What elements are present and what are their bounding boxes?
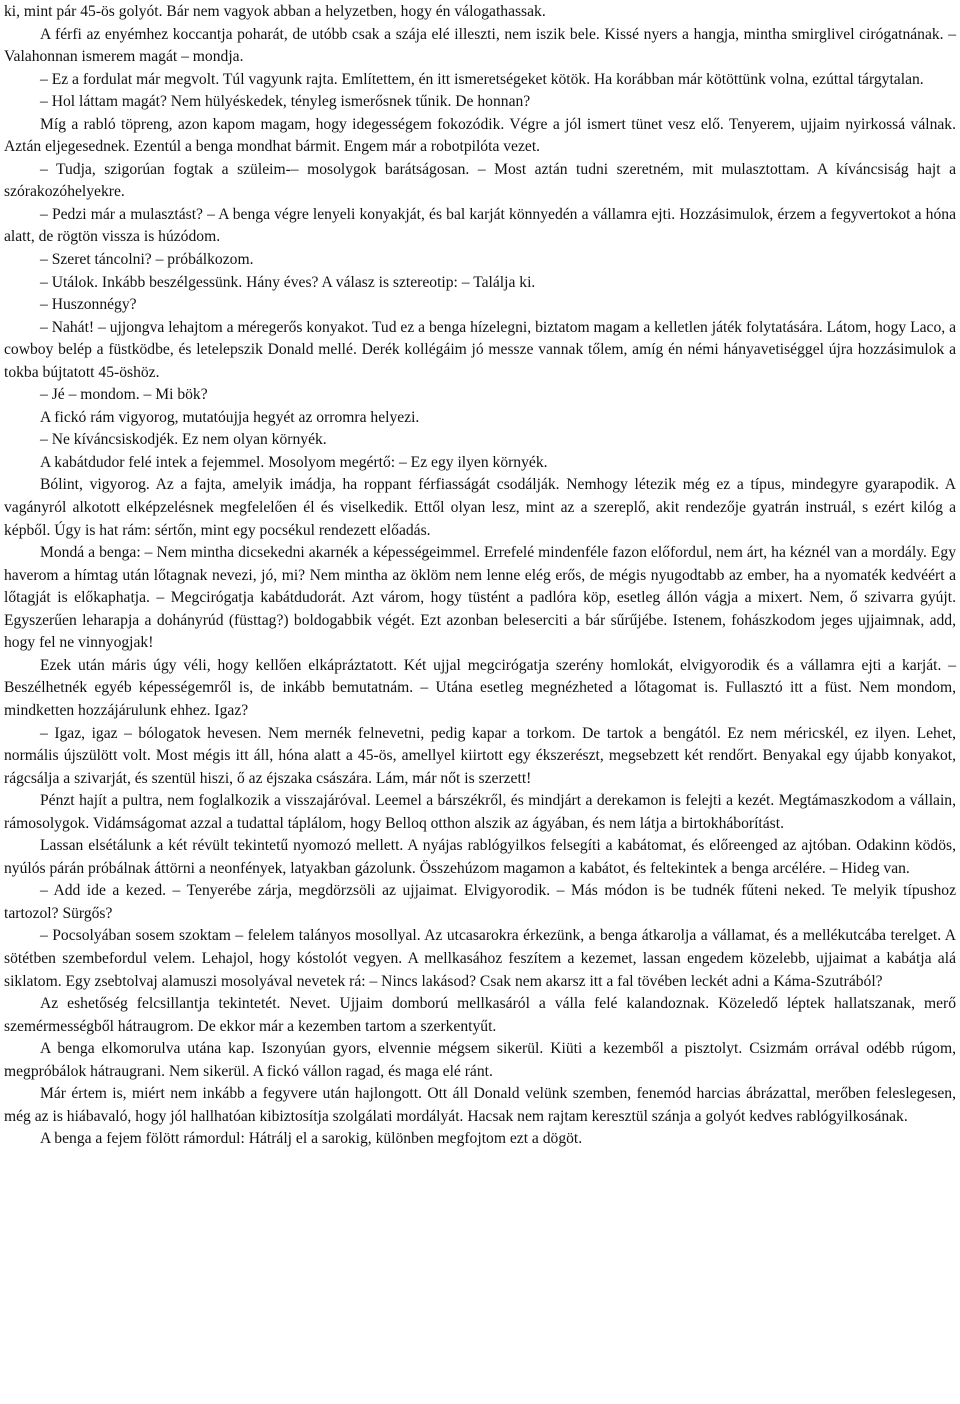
paragraph: Pénzt hajít a pultra, nem foglalkozik a visszajáróval. Leemel a bárszékről, és mindjárt a derekamon is felejti a kezét. Megtámaszkodom a vállain, rámosolygok. Vidámságomat azzal a tudattal táplálom, hogy Belloq otthon alszik az ágyában, és nem látja a birtokháborítást. [4, 792, 956, 832]
paragraph: – Nahát! – ujjongva lehajtom a méregerős konyakot. Tud ez a benga hízelegni, biztatom magam a kelletlen játék folytatására. Látom, hogy Laco, a cowboy belép a füstködbe, és letelepszik Donald mellé. Derék kollégáim jó messze vannak tőlem, amíg én némi hányavetiséggel újra hozzásimulok a tokba bújtatott 45-öshöz. [4, 318, 956, 381]
paragraph: A férfi az enyémhez koccantja poharát, de utóbb csak a szája elé illeszti, nem iszik bele. Kissé nyers a hangja, mintha smirglivel cirógatnának. – Valahonnan ismerem magát – mondja. [4, 25, 956, 66]
paragraph: – Pocsolyában sosem szoktam – felelem talányos mosollyal. Az utcasarokra érkezünk, a benga átkarolja a vállamat, és a mellékutcába terelget. A sötétben szembefordul velem. Lehajol, hogy kóstolót vegyen. A mellkasához feszítem a kezemet, lassan engedem közelebb, ujjaimat a kabátja alá siklatom. Egy zsebtolvaj alamuszi mosolyával nevetek rá: – Nincs lakásod? Csak nem akarsz itt a fal tövében leckét adni a Káma-Szutrából? [4, 927, 956, 990]
paragraph: A kabátdudor felé intek a fejemmel. Mosolyom megértő: – Ez egy ilyen környék. [40, 453, 548, 471]
paragraph: A benga a fejem fölött rámordul: Hátrálj el a sarokig, különben megfojtom ezt a dögöt. [40, 1130, 583, 1148]
paragraph: – Hol láttam magát? Nem hülyéskedek, tényleg ismerősnek tűnik. De honnan? [40, 93, 531, 111]
paragraph: Lassan elsétálunk a két révült tekintetű nyomozó mellett. A nyájas rablógyilkos felsegíti a kabátomat, és előreenged az ajtóban. Odakinn ködös, nyúlós párán próbálnak áttörni a neonfények, latyakban gázolunk. Összehúzom magamon a kabátot, és feltekintek a benga arcélére. – Hideg van. [4, 837, 956, 877]
paragraph: – Jé – mondom. – Mi bök? [40, 386, 208, 404]
paragraph: ki, mint pár 45-ös golyót. Bár nem vagyok abban a helyzetben, hogy én válogathassak. [4, 3, 546, 20]
paragraph: Míg a rabló töpreng, azon kapom magam, hogy idegességem fokozódik. Végre a jól ismert tünet vesz elő. Tenyerem, ujjaim nyirkossá válnak. Aztán eljegesednek. Ezentúl a benga mondhat bármit. Engem már a robotpilóta vezet. [4, 115, 956, 156]
paragraph: – Ez a fordulat már megvolt. Túl vagyunk rajta. Említettem, én itt ismeretségeket kötök. Ha korábban már kötöttünk volna, ezúttal tárgytalan. [40, 70, 924, 88]
paragraph: Már értem is, miért nem inkább a fegyvere után hajlongott. Ott áll Donald velünk szemben, fenemód harcias ábrázattal, merőben feleslegesen, még az is hiábavaló, hogy jól hallhatóan kibiztosítja szolgálati mordályát. Hacsak nem rajtam keresztül szánja a golyót kedves rablógyilkosának. [4, 1085, 956, 1125]
paragraph: – Add ide a kezed. – Tenyerébe zárja, megdörzsöli az ujjaimat. Elvigyorodik. – Más módon is be tudnék fűteni neked. Te melyik típushoz tartozol? Sürgős? [4, 882, 956, 922]
paragraph: – Pedzi már a mulasztást? – A benga végre lenyeli konyakját, és bal karját könnyedén a vállamra ejti. Hozzásimulok, érzem a fegyvertokot a hóna alatt, de rögtön vissza is húzódom. [4, 205, 956, 246]
paragraph: Bólint, vigyorog. Az a fajta, amelyik imádja, ha roppant férfiasságát csodálják. Nemhogy létezik még ez a típus, mindegyre gyarapodik. A vagányról alkotott elképzelésnek megfelelően él és viselkedik. Ettől olyan lesz, mint az a szereplő, akit rendezője gyatrán instruál, s ezért kilóg a képből. Úgy is hat rám: sértőn, mint egy pocsékul rendezett előadás. [4, 476, 956, 539]
paragraph: – Tudja, szigorúan fogtak a szüleim-– mosolygok barátságosan. – Most aztán tudni szeretném, mit mulasztottam. A kíváncsiság hajt a szórakozóhelyekre. [4, 160, 956, 201]
paragraph: – Igaz, igaz – bólogatok hevesen. Nem mernék felnevetni, pedig kapar a torkom. De tartok a bengától. Ez nem méricskél, ez ilyen. Lehet, normális újszülött volt. Most mégis itt áll, hóna alatt a 45-ös, amellyel kiirtott egy ékszerészt, megsebzett két rendőrt. Benyakal egy újabb konyakot, rágcsálja a szivarját, és szentül hiszi, ő az éjszaka császára. Lám, már nőt is szerzett! [4, 724, 956, 787]
paragraph: – Ne kíváncsiskodjék. Ez nem olyan környék. [40, 431, 327, 449]
paragraph: – Utálok. Inkább beszélgessünk. Hány éves? A válasz is sztereotip: – Találja ki. [40, 273, 536, 291]
paragraph: Mondá a benga: – Nem mintha dicsekedni akarnék a képességeimmel. Errefelé mindenféle fazon előfordul, nem árt, ha kéznél van a mordály. Egy haverom a hímtag után lőtagnak nevezi, jó, mi? Nem mintha az öklöm nem lenne elég erős, de mégis nyugodtabb az ember, ha a nyomaték kedvéért a lőtagját is előkaphatja. – Megcirógatja kabátdudorát. Azt várom, hogy tüstént a padlóra köp, esetleg állón vágja a mixert. Nem, ő szivarra gyújt. Egyszerűen leharapja a dohányrúd (füsttag?) boldogabbik végét. Ezt azonban beleserciti a bár sűrűjébe. Istenem, fohászkodom jeges ujjaimnak, add, hogy fel ne vinnyogjak! [4, 544, 956, 652]
paragraph: Az eshetőség felcsillantja tekintetét. Nevet. Ujjaim domború mellkasáról a válla felé kalandoznak. Közeledő léptek hallatszanak, merő szemérmességből hátraugrom. De ekkor már a kezemben tartom a szerkentyűt. [4, 995, 956, 1035]
paragraph: A benga elkomorulva utána kap. Iszonyúan gyors, elvennie mégsem sikerül. Kiüti a kezemből a pisztolyt. Csizmám orrával odébb rúgom, megpróbálok hátraugrani. Nem sikerül. A fickó vállon ragad, és maga elé ránt. [4, 1040, 956, 1080]
paragraph: Ezek után máris úgy véli, hogy kellően elkápráztatott. Két ujjal megcirógatja szerény homlokát, elvigyorodik és a vállamra ejti a karját. – Beszélhetnék egyéb képességemről is, de inkább bemutatnám. – Utána esetleg megnézheted a lőtagomat is. Fullasztó itt a füst. Nem mondom, mindketten hozzájárulunk ehhez. Igaz? [4, 656, 956, 719]
paragraph: A fickó rám vigyorog, mutatóujja hegyét az orromra helyezi. [40, 408, 420, 426]
paragraph: – Huszonnégy? [40, 296, 137, 314]
paragraph: – Szeret táncolni? – próbálkozom. [40, 251, 254, 269]
